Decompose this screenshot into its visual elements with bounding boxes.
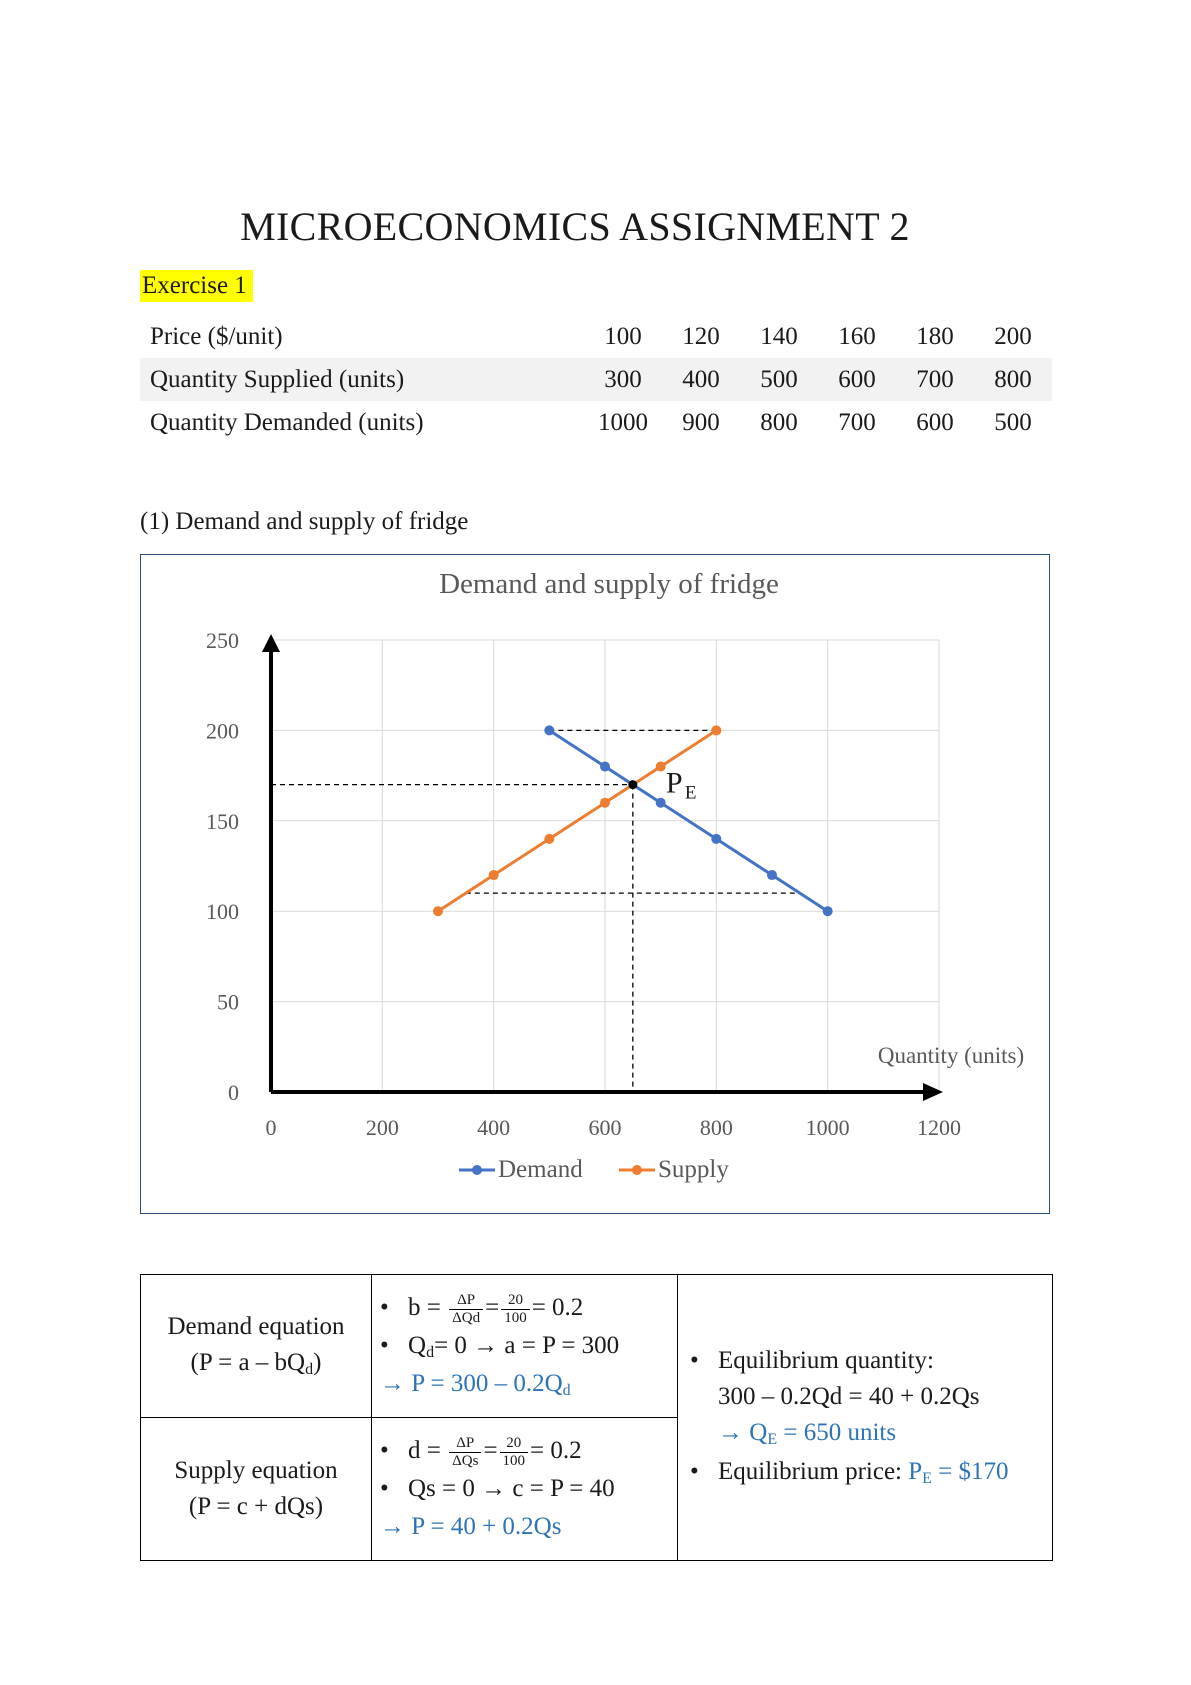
bullet: • bbox=[690, 1457, 699, 1485]
table-cell: 900 bbox=[682, 408, 720, 436]
demand-slope-line bbox=[380, 1289, 677, 1327]
table-cell: 700 bbox=[838, 408, 876, 436]
supply-legend-label: Supply bbox=[658, 1156, 729, 1183]
table-cell: 180 bbox=[916, 322, 954, 350]
frac-den: 100 bbox=[504, 1309, 527, 1326]
table-cell: 300 bbox=[584, 358, 662, 401]
demand-point bbox=[656, 798, 666, 808]
equilibrium-quantity-heading bbox=[690, 1343, 1051, 1379]
y-tick-label: 150 bbox=[206, 808, 239, 834]
y-tick-label: 100 bbox=[206, 899, 239, 925]
supply-point bbox=[711, 725, 721, 735]
equals-sign: = bbox=[483, 1437, 498, 1464]
supply-equation-title: Supply equation bbox=[174, 1457, 338, 1484]
data-table bbox=[140, 315, 1052, 444]
supply-derivation bbox=[372, 1418, 678, 1561]
frac-den: ΔQs bbox=[452, 1452, 479, 1469]
eq-q-heading-text: Equilibrium quantity: bbox=[718, 1346, 934, 1374]
demand-form-text: (P = a – bQ bbox=[190, 1348, 306, 1376]
table-cell: 160 bbox=[838, 322, 876, 350]
y-tick-label: 0 bbox=[228, 1080, 239, 1105]
table-cell: 800 bbox=[760, 408, 798, 436]
value-fraction bbox=[501, 1292, 530, 1327]
bullet: • bbox=[380, 1437, 389, 1464]
bullet: • bbox=[690, 1346, 699, 1374]
demand-derivation bbox=[372, 1275, 678, 1418]
x-tick-label: 200 bbox=[365, 1115, 399, 1140]
x-tick-label: 600 bbox=[588, 1115, 622, 1140]
demand-equation-form bbox=[142, 1345, 370, 1384]
eq-p-heading: Equilibrium price: bbox=[718, 1457, 909, 1485]
page-title: MICROECONOMICS ASSIGNMENT 2 bbox=[240, 204, 910, 249]
demand-point bbox=[600, 762, 610, 772]
eq-q-sub: E bbox=[767, 1430, 778, 1448]
demand-result-line bbox=[380, 1365, 677, 1403]
supply-intercept-line bbox=[380, 1470, 677, 1508]
demand-point bbox=[767, 870, 777, 880]
slope-result: = 0.2 bbox=[530, 1437, 582, 1464]
table-cell: 1000 bbox=[598, 408, 648, 436]
frac-num: 20 bbox=[501, 1292, 530, 1310]
supply-point bbox=[656, 762, 666, 772]
frac-den: ΔQd bbox=[452, 1309, 481, 1326]
eq-p-sub: E bbox=[922, 1469, 932, 1487]
x-tick-label: 400 bbox=[477, 1115, 511, 1140]
eq-q-post: = 650 units bbox=[777, 1418, 897, 1446]
x-tick-label: 800 bbox=[699, 1115, 733, 1140]
equilibrium-point bbox=[628, 780, 637, 789]
equilibrium-quantity-result bbox=[690, 1415, 1051, 1454]
equilibrium-label: P bbox=[665, 766, 683, 800]
demand-result-sub: d bbox=[562, 1382, 571, 1399]
supply-equation-form: (P = c + dQs) bbox=[188, 1493, 324, 1520]
y-tick-label: 250 bbox=[206, 628, 239, 653]
slope-var: b = bbox=[408, 1294, 441, 1321]
intercept-q-sub: d bbox=[426, 1344, 435, 1361]
delta-fraction bbox=[449, 1435, 481, 1470]
demand-intercept-line bbox=[380, 1327, 677, 1365]
table-cell: 700 bbox=[896, 358, 974, 401]
supply-intercept: Qs = 0 → c = P = 40 bbox=[408, 1475, 615, 1502]
eq-p-post: = $170 bbox=[931, 1457, 1009, 1485]
table-row-demanded bbox=[140, 401, 1052, 444]
y-tick-label: 50 bbox=[217, 989, 239, 1015]
slope-result: = 0.2 bbox=[531, 1294, 584, 1321]
frac-num: ΔP bbox=[449, 1435, 481, 1453]
value-fraction bbox=[500, 1435, 529, 1470]
frac-num: 20 bbox=[500, 1435, 529, 1453]
supply-point bbox=[433, 906, 443, 916]
x-axis-label: Quantity (units) bbox=[877, 1043, 1025, 1068]
frac-den: 100 bbox=[502, 1452, 526, 1469]
x-tick-label: 1200 bbox=[917, 1115, 961, 1140]
table-row-supplied bbox=[140, 358, 1052, 401]
figure-caption: (1) Demand and supply of fridge bbox=[140, 508, 469, 535]
delta-fraction bbox=[449, 1292, 483, 1327]
demand-equation-label bbox=[141, 1275, 372, 1418]
table-cell: 400 bbox=[662, 358, 740, 401]
x-tick-label: 1000 bbox=[805, 1115, 850, 1140]
eq-p-pre: P bbox=[908, 1457, 923, 1485]
bullet: • bbox=[380, 1475, 389, 1502]
equals-sign: = bbox=[485, 1294, 500, 1321]
demand-legend-label: Demand bbox=[498, 1156, 583, 1183]
intercept-q: Q bbox=[408, 1332, 427, 1359]
table-cell: 120 bbox=[682, 322, 720, 350]
equations-table bbox=[140, 1274, 1053, 1561]
demand-row bbox=[141, 1275, 1053, 1418]
x-tick-label: 0 bbox=[265, 1115, 277, 1140]
supply-point bbox=[544, 834, 554, 844]
demand-point bbox=[544, 725, 554, 735]
table-row-price bbox=[140, 315, 1052, 358]
table-cell: 800 bbox=[974, 358, 1052, 401]
demand-point bbox=[823, 906, 833, 916]
chart-frame bbox=[140, 554, 1050, 1214]
table-cell: 500 bbox=[740, 358, 818, 401]
table-cell: 600 bbox=[916, 408, 954, 436]
y-tick-label: 200 bbox=[206, 718, 239, 744]
table-cell: 600 bbox=[818, 358, 896, 401]
table-cell: 140 bbox=[760, 322, 798, 350]
eq-q-pre: → Q bbox=[718, 1418, 768, 1446]
y-axis-arrow bbox=[262, 634, 280, 652]
equilibrium-price-line bbox=[690, 1454, 1051, 1493]
x-axis-arrow bbox=[923, 1083, 943, 1101]
demand-equation-title: Demand equation bbox=[167, 1312, 345, 1340]
supply-equation-label bbox=[141, 1418, 372, 1561]
supply-point bbox=[600, 798, 610, 808]
demand-supply-chart bbox=[141, 555, 1051, 1215]
demand-result: → P = 300 – 0.2Q bbox=[380, 1370, 563, 1397]
supply-slope-line bbox=[380, 1432, 677, 1470]
bullet: • bbox=[380, 1294, 389, 1321]
demand-form-end: ) bbox=[313, 1348, 322, 1376]
bullet: • bbox=[380, 1332, 389, 1359]
demand-form-sub: d bbox=[305, 1360, 314, 1378]
supply-point bbox=[489, 870, 499, 880]
table-cell: 100 bbox=[604, 322, 642, 350]
row-label: Quantity Supplied (units) bbox=[140, 358, 584, 401]
frac-num: ΔP bbox=[449, 1292, 483, 1310]
chart-title: Demand and supply of fridge bbox=[439, 568, 779, 600]
equilibrium-label-sub: E bbox=[684, 782, 697, 804]
intercept-rest: = 0 → a = P = 300 bbox=[434, 1332, 620, 1359]
demand-legend-marker bbox=[472, 1165, 482, 1175]
table-cell: 500 bbox=[994, 408, 1032, 436]
demand-point bbox=[711, 834, 721, 844]
exercise-label: Exercise 1 bbox=[140, 270, 253, 302]
slope-var: d = bbox=[408, 1437, 441, 1464]
table-cell: 200 bbox=[994, 322, 1032, 350]
supply-result-line: → P = 40 + 0.2Qs bbox=[380, 1513, 562, 1540]
row-label: Quantity Demanded (units) bbox=[150, 408, 424, 436]
equilibrium-cell bbox=[678, 1275, 1053, 1561]
row-label: Price ($/unit) bbox=[150, 322, 283, 350]
supply-legend-marker bbox=[632, 1165, 642, 1175]
equilibrium-equation: 300 – 0.2Qd = 40 + 0.2Qs bbox=[718, 1382, 980, 1410]
